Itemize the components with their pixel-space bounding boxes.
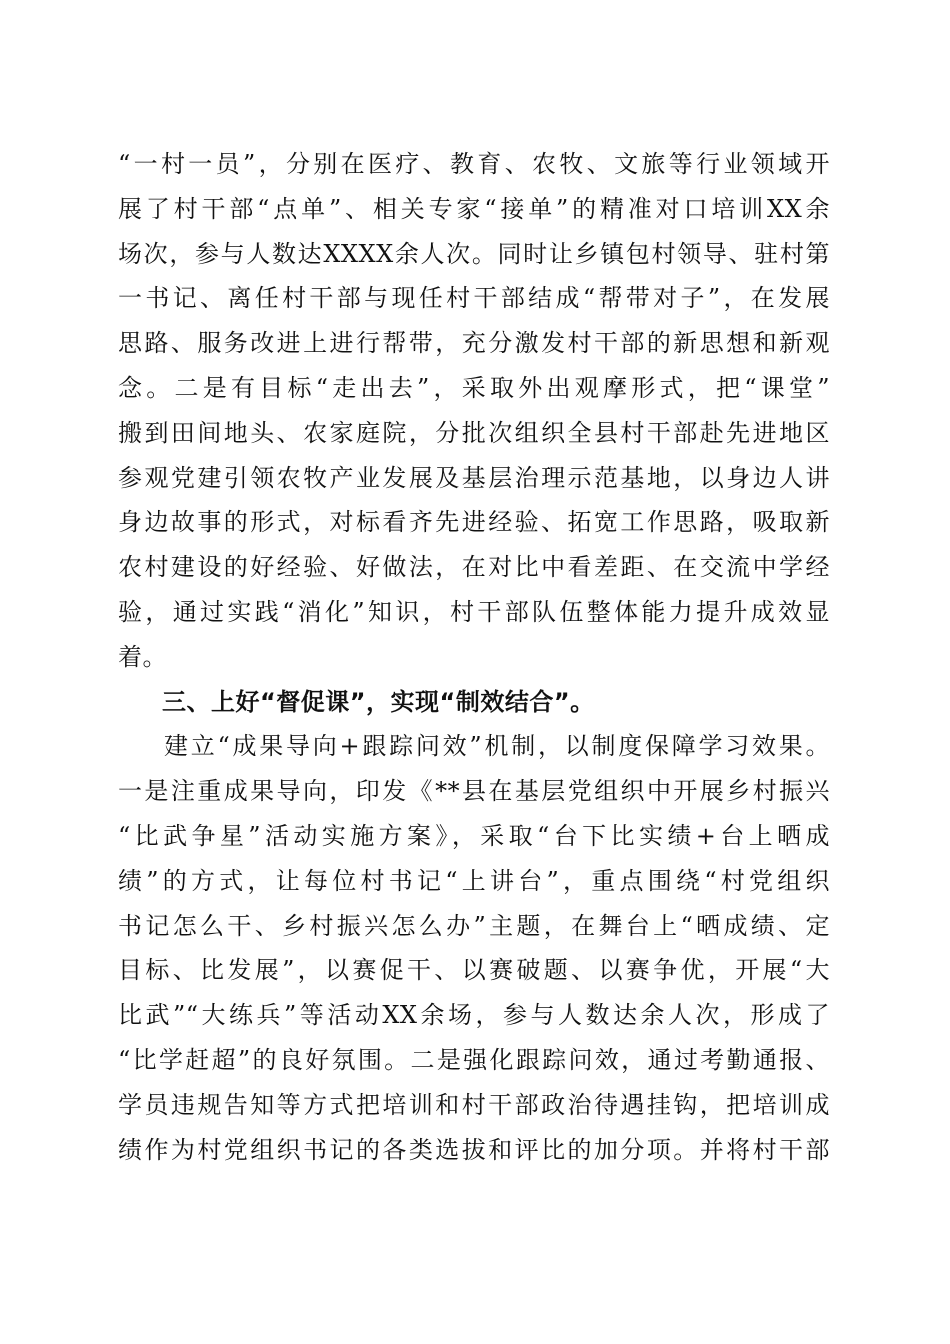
text-line: 目标、比发展”，以赛促干、以赛破题、以赛争优，开展“大 [118, 956, 830, 985]
text-line: “比武争星”活动实施方案》，采取“台下比实绩+台上晒成 [118, 821, 830, 850]
text-line: 身边故事的形式，对标看齐先进经验、拓宽工作思路，吸取新 [118, 508, 830, 537]
document-page [118, 142, 830, 1172]
text-line: 书记怎么干、乡村振兴怎么办”主题，在舞台上“晒成绩、定 [118, 911, 830, 940]
text-line: 思路、服务改进上进行帮带，充分激发村干部的新思想和新观 [118, 329, 830, 358]
paragraph-training [118, 142, 830, 680]
paragraph-supervision [118, 724, 830, 1172]
text-line: 念。二是有目标“走出去”，采取外出观摩形式，把“课堂” [118, 373, 830, 402]
text-line: 一书记、离任村干部与现任村干部结成“帮带对子”，在发展 [118, 284, 830, 313]
text-line: 参观党建引领农牧产业发展及基层治理示范基地，以身边人讲 [118, 463, 830, 492]
section-heading: 三、上好“督促课”，实现“制效结合”。 [162, 687, 595, 716]
text-line: 绩作为村党组织书记的各类选拔和评比的加分项。并将村干部 [118, 1135, 830, 1164]
text-line: 场次，参与人数达XXXX余人次。同时让乡镇包村领导、驻村第 [118, 239, 830, 268]
text-line: 搬到田间地头、农家庭院，分批次组织全县村干部赴先进地区 [118, 418, 830, 447]
text-line: 展了村干部“点单”、相关专家“接单”的精准对口培训XX余 [118, 194, 830, 223]
text-line: 学员违规告知等方式把培训和村干部政治待遇挂钩，把培训成 [118, 1090, 830, 1119]
text-line: 建立“成果导向+跟踪问效”机制，以制度保障学习效果。 [164, 732, 830, 761]
text-line: “一村一员”，分别在医疗、教育、农牧、文旅等行业领域开 [118, 150, 830, 178]
text-line: 验，通过实践“消化”知识，村干部队伍整体能力提升成效显 [118, 597, 830, 626]
text-line: 一是注重成果导向，印发《**县在基层党组织中开展乡村振兴 [118, 777, 830, 806]
text-line: 绩”的方式，让每位村书记“上讲台”，重点围绕“村党组织 [118, 866, 830, 895]
text-line: “比学赶超”的良好氛围。二是强化跟踪问效，通过考勤通报、 [118, 1045, 830, 1074]
text-line: 比武”“大练兵”等活动XX余场，参与人数达余人次，形成了 [118, 1001, 830, 1030]
text-line: 着。 [118, 642, 167, 671]
text-line: 农村建设的好经验、好做法，在对比中看差距、在交流中学经 [118, 553, 830, 582]
